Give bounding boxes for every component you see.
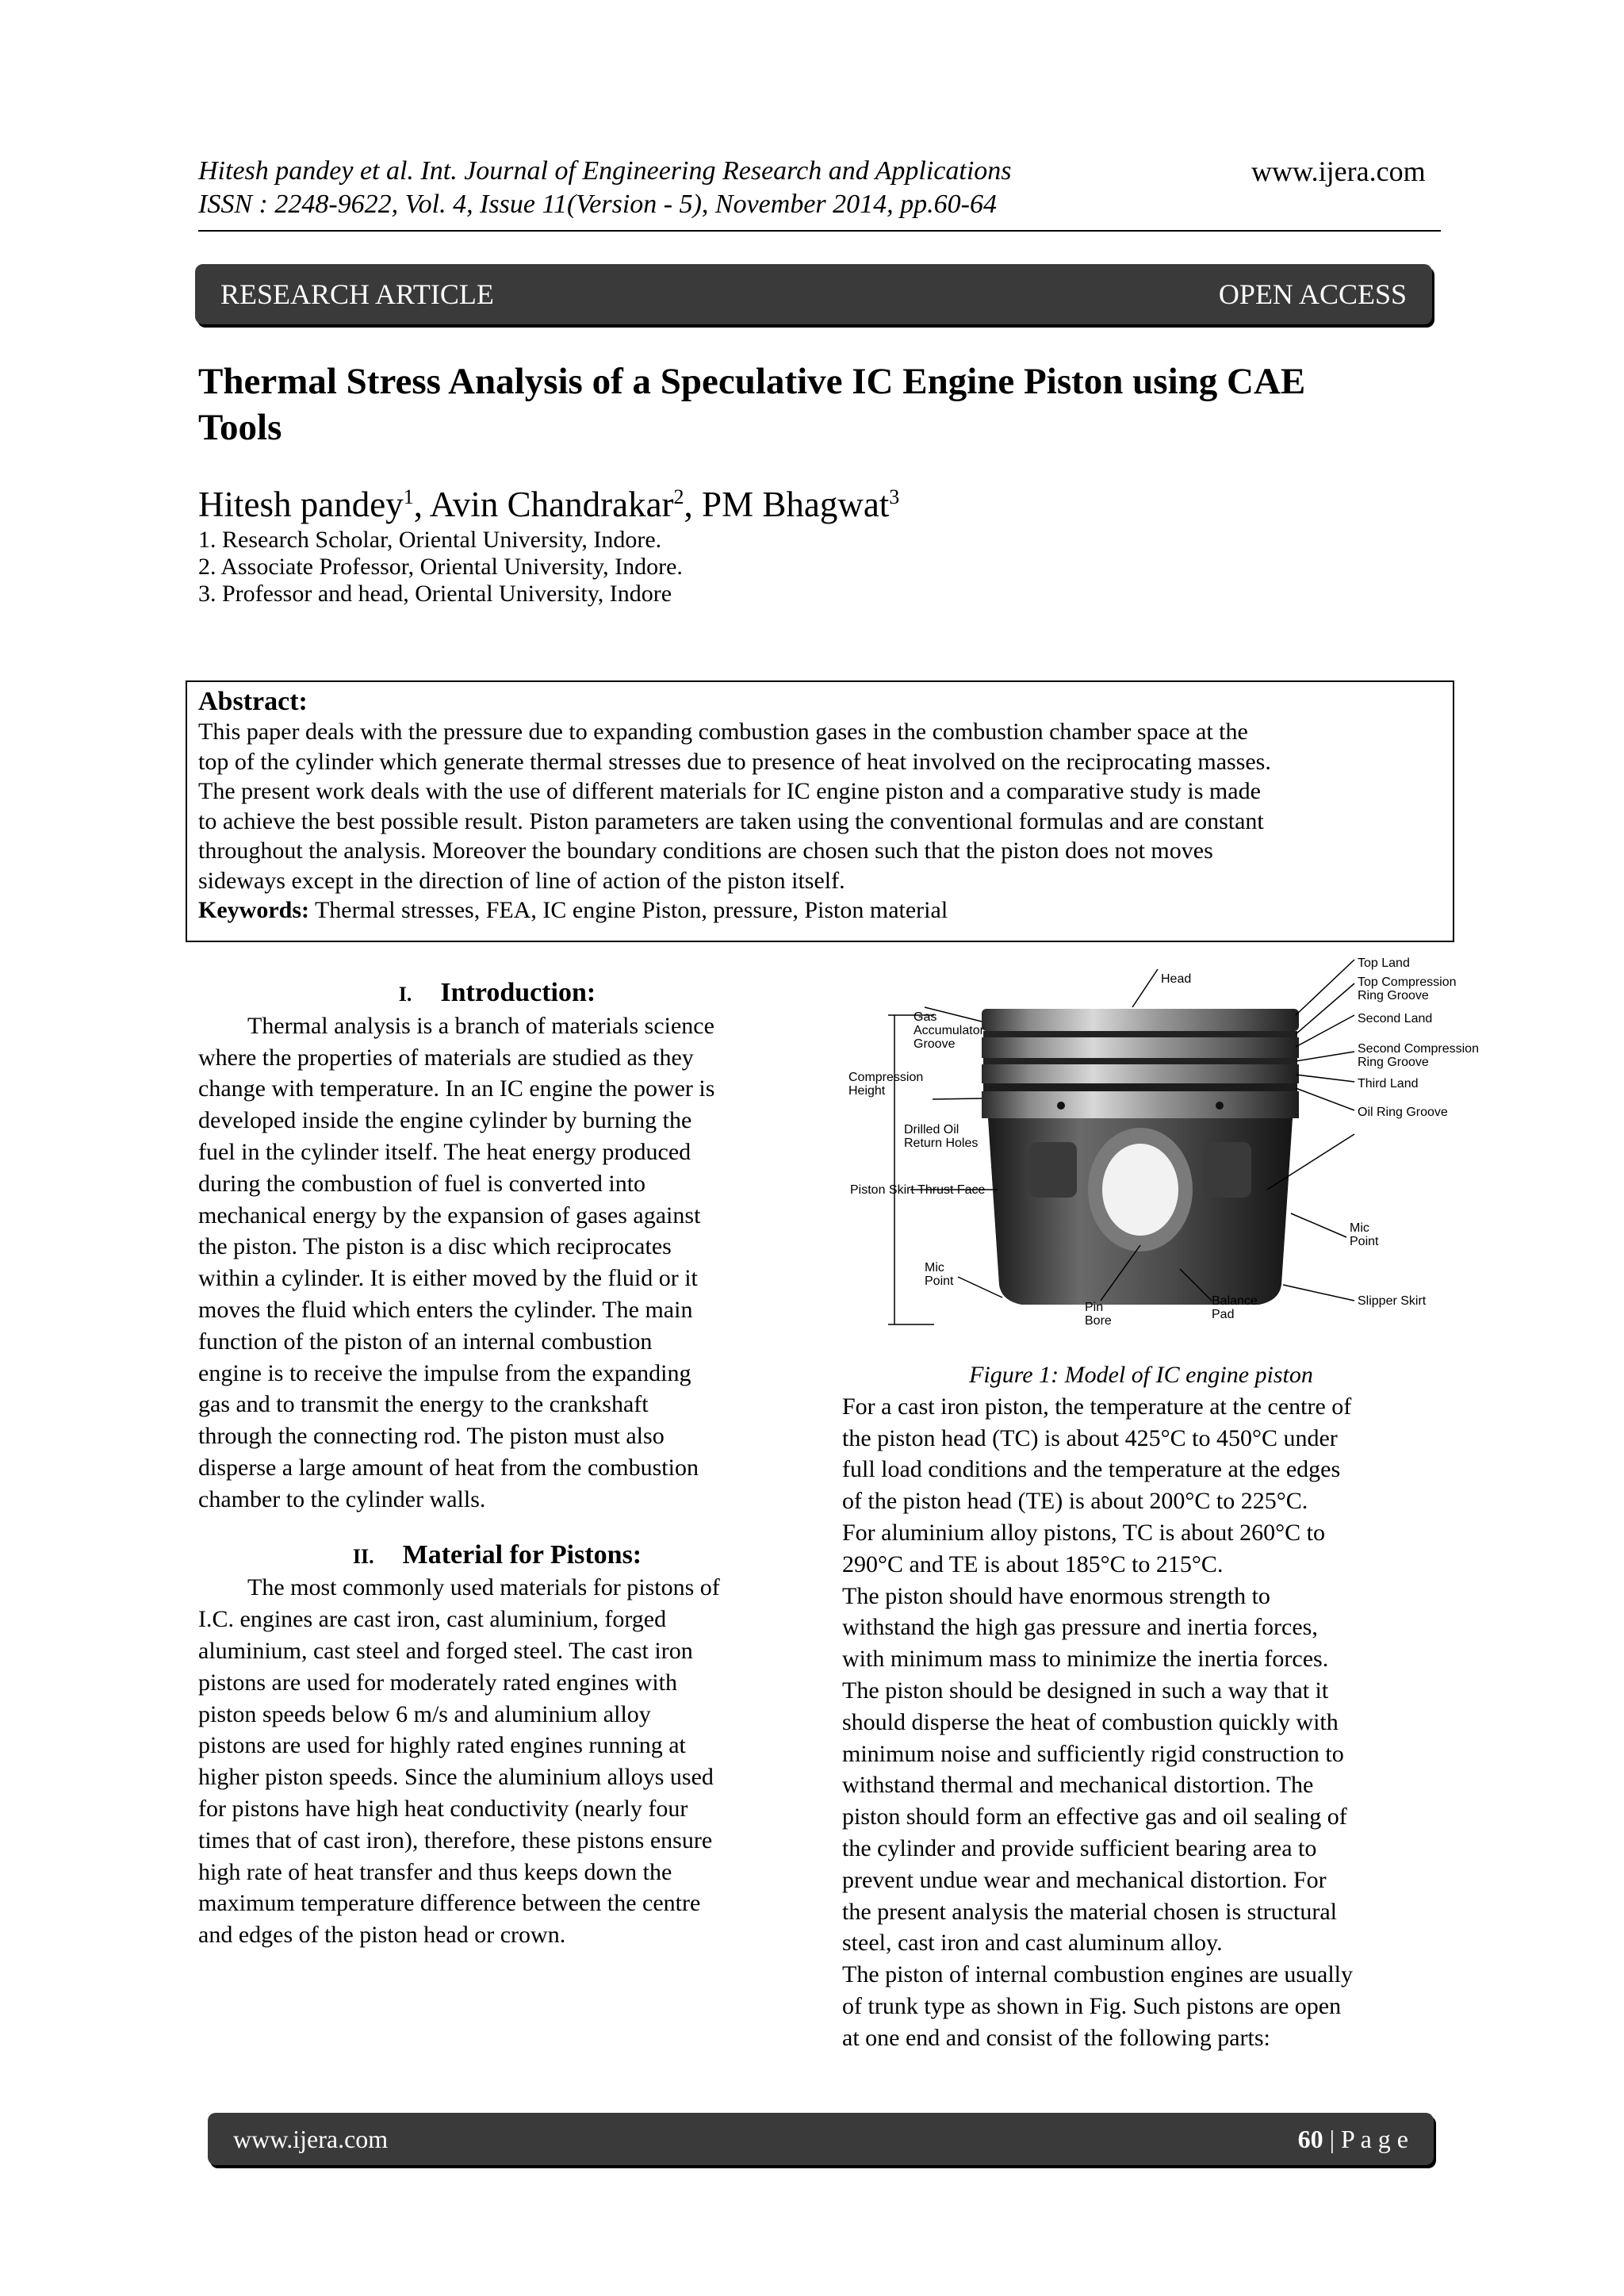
right-line: withstand the high gas pressure and inertia forces, [842,1614,1318,1641]
intro-line: the piston. The piston is a disc which reciprocates [198,1233,672,1260]
footer-page-number: 60 [1297,2124,1323,2153]
right-line: withstand thermal and mechanical distortion. The [842,1772,1314,1799]
right-line: at one end and consist of the following parts: [842,2024,1270,2051]
author-name: Hitesh pandey [198,485,404,524]
section-number: I. [398,983,412,1006]
right-line: prevent undue wear and mechanical distortion. For [842,1866,1327,1893]
piston-third-land [982,1064,1299,1083]
affiliation-list [198,527,683,608]
author-separator: , [413,485,430,524]
affiliation-item: 2. Associate Professor, Oriental University, Indore. [198,554,683,580]
pin-bore [1102,1144,1178,1236]
intro-line: moves the fluid which enters the cylinder. The main [198,1296,693,1323]
label-skirt-thrust-face: Piston Skirt Thrust Face [850,1183,986,1197]
label-balance-pad: Balance Pad [1212,1294,1258,1321]
materials-line: pistons are used for highly rated engines running at [198,1732,686,1759]
keywords-line [198,895,1442,926]
abstract-line: to achieve the best possible result. Piston parameters are taken using the conventional formulas and are constant [198,807,1264,834]
intro-line: mechanical energy by the expansion of gases against [198,1202,701,1228]
author-affil-mark: 2 [673,485,684,508]
footer-page-label: | P a g e [1323,2124,1408,2153]
paper-title-line2: Tools [198,407,282,448]
intro-line: function of the piston of an internal combustion [198,1328,653,1355]
intro-line: within a cylinder. It is either moved by the fluid or it [198,1265,698,1292]
piston-top-land [982,1009,1299,1031]
intro-line: fuel in the cylinder itself. The heat energy produced [198,1138,691,1165]
section-heading-materials [198,1539,796,1573]
intro-line: through the connecting rod. The piston must also [198,1423,665,1450]
paper-title [198,358,1451,450]
right-line: For aluminium alloy pistons, TC is about 260°C to [842,1519,1325,1546]
label-top-land: Top Land [1358,956,1410,970]
right-line: For a cast iron piston, the temperature at the centre of [842,1393,1352,1420]
journal-citation-line1: Hitesh pandey et al. Int. Journal of Engineering Research and Applications [198,156,1012,186]
article-type-banner [195,264,1432,324]
piston-second-land [982,1037,1299,1058]
right-line: The piston of internal combustion engines are usually [842,1961,1354,1988]
intro-line: developed inside the engine cylinder by burning the [198,1107,692,1134]
label-third-land: Third Land [1358,1077,1419,1091]
right-line: should disperse the heat of combustion quickly with [842,1708,1339,1735]
intro-line: where the properties of materials are studied as they [198,1044,694,1071]
author-name: Avin Chandrakar [429,485,674,524]
materials-line: times that of cast iron), therefore, these pistons ensure [198,1826,713,1853]
open-access-label: OPEN ACCESS [1218,278,1407,310]
journal-citation-line2: ISSN : 2248-9622, Vol. 4, Issue 11(Version - 5), November 2014, pp.60-64 [198,190,997,219]
author-affil-mark: 3 [889,485,900,508]
label-pin-bore: Pin Bore [1085,1301,1112,1328]
label-gas-accumulator-groove: Gas Accumulator Groove [914,1010,984,1051]
materials-line: piston speeds below 6 m/s and aluminium alloy [198,1700,651,1727]
materials-line: I.C. engines are cast iron, cast aluminium, forged [198,1606,667,1633]
label-drilled-oil-holes: Drilled Oil Return Holes [904,1123,979,1150]
affiliation-item: 1. Research Scholar, Oriental University, Indore. [198,527,662,553]
author-list [198,476,899,526]
author-affil-mark: 1 [403,485,414,508]
intro-line: during the combustion of fuel is converted into [198,1170,646,1197]
piston-figure [847,952,1479,1364]
label-oil-ring-groove: Oil Ring Groove [1358,1106,1448,1119]
label-slipper-skirt: Slipper Skirt [1358,1294,1427,1308]
intro-line: chamber to the cylinder walls. [198,1485,486,1512]
right-line: The piston should be designed in such a way that it [842,1677,1329,1704]
right-line: with minimum mass to minimize the inertia forces. [842,1646,1329,1673]
abstract-body [198,717,1442,895]
footer-website: www.ijera.com [233,2124,389,2153]
keywords-text: Thermal stresses, FEA, IC engine Piston, pressure, Piston material [308,897,948,923]
section-title: Introduction: [440,978,596,1007]
right-line: the present analysis the material chosen is structural [842,1898,1337,1925]
author-name: PM Bhagwat [702,485,890,524]
intro-line: gas and to transmit the energy to the crankshaft [198,1391,649,1418]
materials-line: pistons are used for moderately rated engines with [198,1669,677,1696]
right-line: full load conditions and the temperature at the edges [842,1456,1341,1483]
materials-line: aluminium, cast steel and forged steel. The cast iron [198,1637,693,1664]
section-heading-intro [198,977,796,1010]
abstract-box [186,680,1454,942]
label-mic-point-right: Mic Point [1350,1221,1379,1248]
abstract-line: This paper deals with the pressure due to expanding combustion gases in the combustion chamber space at the [198,719,1248,745]
right-line: of the piston head (TE) is about 200°C to 225°C. [842,1488,1308,1515]
abstract-line: throughout the analysis. Moreover the boundary conditions are chosen such that the piston does not moves [198,838,1213,864]
materials-paragraph [198,1572,796,1951]
footer-page [1298,2125,1408,2154]
right-line: the piston head (TC) is about 425°C to 450°C under [842,1424,1338,1451]
paper-title-line1: Thermal Stress Analysis of a Speculative IC Engine Piston using CAE [198,361,1306,402]
materials-line: and edges of the piston head or crown. [198,1922,566,1949]
research-article-label: RESEARCH ARTICLE [220,278,494,310]
right-line: steel, cast iron and cast aluminum alloy. [842,1930,1223,1957]
intro-paragraph [198,1010,796,1516]
label-head: Head [1161,972,1192,986]
right-line: 290°C and TE is about 185°C to 215°C. [842,1550,1224,1577]
label-top-compression-groove: Top Compression Ring Groove [1358,976,1457,1002]
materials-line: for pistons have high heat conductivity (nearly four [198,1795,688,1822]
header-website: www.ijera.com [1251,155,1426,187]
materials-line: The most commonly used materials for pistons of [247,1574,720,1601]
label-second-land: Second Land [1358,1012,1433,1025]
section-number: II. [352,1544,374,1568]
header-rule [198,230,1441,232]
right-line: minimum noise and sufficiently rigid construction to [842,1740,1344,1767]
materials-line: higher piston speeds. Since the aluminium alloys used [198,1764,714,1791]
affiliation-item: 3. Professor and head, Oriental University, Indore [198,581,672,607]
abstract-line: top of the cylinder which generate thermal stresses due to presence of heat involved on the reciprocating masses. [198,748,1271,775]
materials-line: maximum temperature difference between the centre [198,1890,701,1917]
intro-line: engine is to receive the impulse from the expanding [198,1359,691,1386]
right-line: piston should form an effective gas and oil sealing of [842,1803,1347,1830]
figure-caption: Figure 1: Model of IC engine piston [969,1362,1313,1388]
keywords-label: Keywords: [198,897,309,923]
label-compression-height: Compression Height [848,1071,924,1098]
right-line: of trunk type as shown in Fig. Such pistons are open [842,1992,1342,2019]
right-line: The piston should have enormous strength to [842,1582,1270,1609]
materials-line: high rate of heat transfer and thus keeps down the [198,1858,672,1885]
right-line: the cylinder and provide sufficient bearing area to [842,1834,1317,1861]
author-separator: , [684,485,703,524]
intro-line: Thermal analysis is a branch of materials science [247,1012,714,1039]
left-column [198,977,796,1951]
abstract-line: The present work deals with the use of different materials for IC engine piston and a comparative study is made [198,778,1261,804]
abstract-heading: Abstract: [198,687,308,716]
label-second-compression-groove: Second Compression Ring Groove [1358,1042,1479,1069]
intro-line: disperse a large amount of heat from the combustion [198,1454,699,1481]
section-title: Material for Pistons: [402,1539,642,1570]
abstract-line: sideways except in the direction of line of action of the piston itself. [198,867,845,894]
intro-line: change with temperature. In an IC engine the power is [198,1075,715,1102]
label-mic-point-left: Mic Point [925,1261,954,1288]
footer-bar [208,2113,1434,2165]
right-column [842,1359,1440,2054]
